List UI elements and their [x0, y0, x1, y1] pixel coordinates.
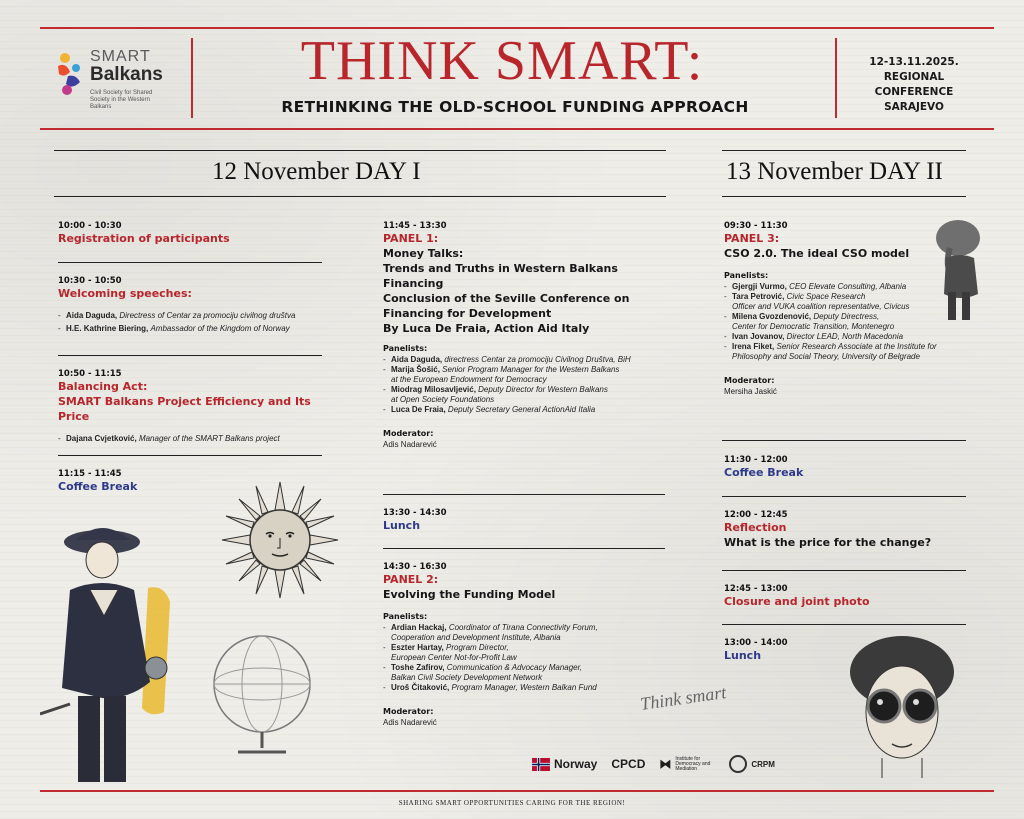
panel-label: PANEL 3:: [724, 232, 780, 245]
slot-title: Balancing Act:: [58, 380, 148, 393]
sponsor-idm: [659, 757, 715, 772]
panel-title-line: Conclusion of the Seville Conference on: [383, 292, 630, 305]
slot-time: 10:30 - 10:50: [58, 276, 122, 286]
list-item: - Miodrag Milosavljević, Deputy Director for Western Balkans at Open Society Foundations: [383, 385, 608, 404]
panel-2: [383, 562, 668, 728]
slot-time: 13:00 - 14:00: [724, 638, 788, 648]
slot-balancing-act: [58, 369, 328, 444]
moderator-label: Moderator:: [383, 429, 434, 438]
slot-time: 09:30 - 11:30: [724, 221, 788, 231]
slot-time: 13:30 - 14:30: [383, 508, 447, 518]
slot-time: 11:45 - 13:30: [383, 221, 447, 231]
slot-time: 12:45 - 13:00: [724, 584, 788, 594]
panel-title-line: Evolving the Funding Model: [383, 588, 556, 601]
event-dates: 12-13.11.2025.: [869, 56, 959, 68]
page-title: THINK SMART:: [300, 30, 704, 92]
panel-title-line: By Luca De Fraia, Action Aid Italy: [383, 322, 590, 335]
rule: [722, 440, 966, 441]
panelists-label: Panelists:: [383, 612, 428, 621]
sponsor-crpm-label: CRPM: [751, 759, 775, 769]
rule: [383, 548, 665, 549]
sun-face-icon: [220, 480, 340, 600]
list-item: - Milena Gvozdenović, Deputy Directress, Center for Democratic Transition, Montenegro: [724, 312, 895, 331]
logo-smart-text: SMART: [90, 48, 151, 65]
list-item: - Eszter Hartay, Program Director, European Center Not-for-Profit Law: [383, 643, 517, 662]
moderator-name: Mersiha Jaskić: [724, 387, 777, 396]
think-smart-signature: Think smart: [638, 682, 728, 714]
sponsor-norway-label: Norway: [554, 757, 598, 771]
idm-logo-icon: ⧓: [659, 757, 672, 771]
header-divider-right: [835, 38, 837, 118]
sponsor-cpcd-label: CPCD: [611, 757, 646, 771]
list-item: - Toshe Zafirov, Communication & Advocacy Manager, Balkan Civil Society Development Network: [383, 663, 583, 682]
footer-slogan: SHARING SMART OPPORTUNITIES CARING FOR THE REGION!: [398, 799, 626, 807]
event-type: REGIONAL CONFERENCE: [874, 71, 954, 98]
list-item: - Marija Šošić, Senior Program Manager for the Western Balkans at the European Endowment for Democracy: [383, 365, 620, 384]
crpm-logo-icon: [729, 755, 747, 773]
list-item: - Aida Daguda, Directress of Centar za promociju civilnog društva: [58, 311, 296, 320]
sponsor-cpcd: [611, 757, 645, 771]
header-divider-left: [191, 38, 193, 118]
logo-balkans-text: Balkans: [90, 64, 163, 85]
list-item: - Uroš Čitaković, Program Manager, Western Balkan Fund: [383, 683, 597, 692]
event-info: [850, 55, 978, 115]
top-border: [40, 27, 994, 29]
moderator-name: Adis Nadarević: [383, 440, 437, 449]
slot-welcoming: [58, 276, 328, 334]
moderator-label: Moderator:: [383, 707, 434, 716]
header-bottom-border: [40, 128, 994, 130]
globe-icon: [196, 622, 326, 762]
panel-title-line: CSO 2.0. The ideal CSO model: [724, 247, 910, 260]
slot-title: Reflection: [724, 521, 787, 534]
panel-label: PANEL 1:: [383, 232, 439, 245]
panel-title-line: Trends and Truths in Western Balkans Financing: [383, 262, 618, 290]
logo-tagline: Civil Society for Shared Society in the Western Balkans: [90, 90, 153, 110]
slot-title: Closure and joint photo: [724, 595, 870, 608]
vintage-boy-illustration-icon: [40, 518, 210, 790]
panelists-label: Panelists:: [383, 344, 428, 353]
list-item: - Irena Fiket, Senior Research Associate at the Institute for Philosophy and Social Theory, University of Belgrade: [724, 342, 937, 361]
panel-1: [383, 221, 668, 450]
slot-lunch-day1: [383, 508, 668, 533]
list-item: - Aida Daguda, directress Centar za promociju Civilnog Društva, BiH: [383, 355, 631, 364]
rule: [383, 494, 665, 495]
slot-closure: [724, 584, 964, 609]
slot-time: 10:50 - 11:15: [58, 369, 122, 379]
day1-bottom-rule: [54, 196, 666, 197]
slot-reflection: [724, 510, 964, 550]
panel-title-line: Financing for Development: [383, 307, 552, 320]
slot-registration: [58, 221, 328, 246]
slot-title-line2: SMART Balkans Project Efficiency and Its Price: [58, 395, 311, 423]
day2-bottom-rule: [722, 196, 966, 197]
rule: [722, 496, 966, 497]
slot-time: 11:15 - 11:45: [58, 469, 122, 479]
slot-title: Lunch: [724, 649, 762, 662]
slot-coffee-break-day2: [724, 455, 964, 480]
panel-3: [724, 221, 964, 397]
moderator-label: Moderator:: [724, 376, 775, 385]
norway-flag-icon: [532, 758, 550, 771]
slot-title: Welcoming speeches:: [58, 287, 192, 300]
bottom-border: [40, 790, 994, 792]
slot-title: Coffee Break: [724, 466, 804, 479]
moderator-name: Adis Nadarević: [383, 718, 437, 727]
smart-balkans-logo: [56, 46, 186, 116]
rule: [722, 624, 966, 625]
event-city: SARAJEVO: [884, 101, 944, 113]
list-item: - Luca De Fraia, Deputy Secretary General ActionAid Italia: [383, 405, 596, 414]
slot-subtitle: What is the price for the change?: [724, 536, 932, 549]
sponsor-norway: [532, 757, 597, 771]
page-subtitle: RETHINKING THE OLD-SCHOOL FUNDING APPROACH: [281, 98, 749, 116]
slot-time: 14:30 - 16:30: [383, 562, 447, 572]
rule: [58, 455, 322, 456]
slot-time: 11:30 - 12:00: [724, 455, 788, 465]
list-item: - Ivan Jovanov, Director LEAD, North Macedonia: [724, 332, 904, 341]
slot-time: 12:00 - 12:45: [724, 510, 788, 520]
day1-heading: 12 November DAY I: [212, 158, 421, 185]
sponsor-logos: [532, 752, 824, 776]
rule: [58, 355, 322, 356]
slot-title: Lunch: [383, 519, 421, 532]
panelists-label: Panelists:: [724, 271, 769, 280]
day1-top-rule: [54, 150, 666, 151]
list-item: - Gjergji Vurmo, CEO Elevate Consulting, Albania: [724, 282, 907, 291]
list-item: - Dajana Cvjetković, Manager of the SMART Balkans project: [58, 434, 280, 443]
day2-top-rule: [722, 150, 966, 151]
sponsor-crpm: [729, 755, 775, 773]
slot-title: Coffee Break: [58, 480, 138, 493]
panel-label: PANEL 2:: [383, 573, 439, 586]
goggles-face-illustration-icon: [842, 632, 960, 782]
list-item: - H.E. Kathrine Biering, Ambassador of the Kingdom of Norway: [58, 324, 290, 333]
slot-title: Registration of participants: [58, 232, 230, 245]
sponsor-idm-label: Institute for Democracy and Mediation: [675, 755, 711, 772]
logo-figures-icon: [56, 50, 86, 100]
slot-time: 10:00 - 10:30: [58, 221, 122, 231]
rule: [58, 262, 322, 263]
list-item: - Ardian Hackaj, Coordinator of Tirana Connectivity Forum, Cooperation and Development Institute, Albania: [383, 623, 598, 642]
list-item: - Tara Petrović, Civic Space Research Officer and VUKA coalition representative, Civicus: [724, 292, 910, 311]
day2-heading: 13 November DAY II: [726, 158, 943, 185]
rule: [722, 570, 966, 571]
panel-title-line: Money Talks:: [383, 247, 464, 260]
